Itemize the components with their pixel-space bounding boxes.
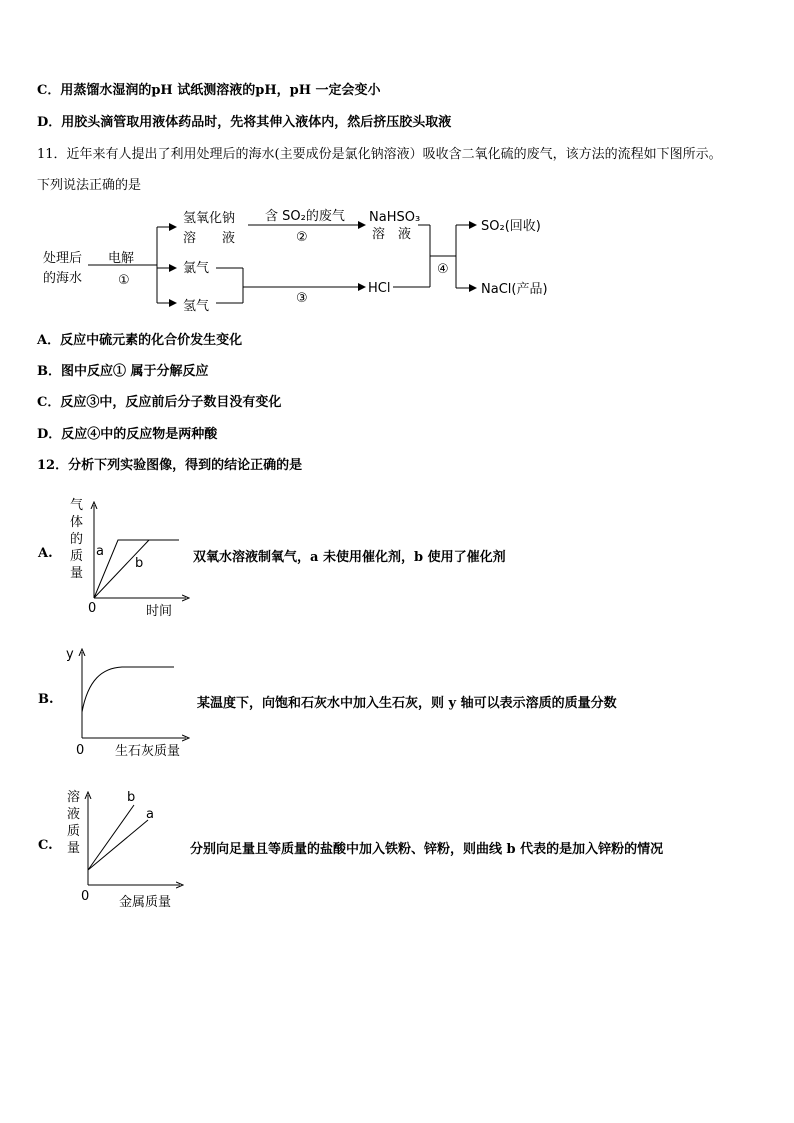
question-11-stem: 11．近年来有人提出了利用处理后的海水(主要成份是氯化钠溶液）吸收含二氧化硫的废气，该方法的流程如下图所示。 — [37, 147, 722, 162]
chlorine-label: 氯气 — [183, 261, 210, 276]
q11-option-c: C．反应③中，反应前后分子数目没有变化 — [37, 395, 282, 410]
q12-option-a-label: A. — [38, 546, 53, 561]
graph-b-ylabel: y — [66, 647, 74, 662]
graph-c — [60, 785, 200, 915]
electrolysis-label: 电解 — [108, 251, 135, 266]
question-12-stem: 12．分析下列实验图像，得到的结论正确的是 — [37, 458, 303, 473]
graph-b — [60, 640, 200, 765]
nahso3-label-1: NaHSO₃ — [369, 210, 421, 225]
option-d-previous: D．用胶头滴管取用液体药品时，先将其伸入液体内，然后挤压胶头取液 — [37, 115, 452, 130]
q12-option-a-text: 双氧水溶液制氧气，a 未使用催化剂，b 使用了催化剂 — [193, 550, 506, 565]
q12-option-b-label: B. — [38, 692, 54, 707]
q11-option-d: D．反应④中的反应物是两种酸 — [37, 427, 218, 442]
so2-recover-label: SO₂(回收) — [481, 219, 541, 234]
step-4-label: ④ — [437, 262, 449, 277]
graph-a-ylabel-5: 量 — [70, 566, 84, 581]
q12-option-b-text: 某温度下，向饱和石灰水中加入生石灰，则 y 轴可以表示溶质的质量分数 — [197, 696, 617, 711]
graph-a — [60, 495, 200, 625]
step-3-label: ③ — [296, 291, 308, 306]
graph-a-ylabel-3: 的 — [70, 532, 84, 547]
step-2-label: ② — [296, 230, 308, 245]
naoh-label-2: 溶 液 — [183, 231, 236, 246]
hydrogen-label: 氢气 — [183, 299, 210, 314]
nahso3-label-2: 溶 液 — [372, 227, 412, 242]
hcl-label: HCl — [368, 281, 391, 296]
q12-option-c-label: C. — [38, 838, 53, 853]
graph-c-xlabel: 金属质量 — [119, 895, 172, 910]
graph-a-ylabel-4: 质 — [70, 549, 84, 564]
option-c-previous: C．用蒸馏水湿润的pH 试纸测溶液的pH，pH 一定会变小 — [37, 83, 381, 98]
seawater-label-2: 的海水 — [43, 271, 83, 286]
graph-c-curve-a-label: a — [146, 807, 154, 822]
q11-option-b: B．图中反应① 属于分解反应 — [37, 364, 209, 379]
graph-a-origin: 0 — [88, 601, 97, 616]
q11-option-a: A．反应中硫元素的化合价发生变化 — [37, 333, 243, 348]
seawater-label-1: 处理后 — [43, 251, 83, 266]
graph-a-xlabel: 时间 — [146, 604, 173, 619]
graph-b-origin: 0 — [76, 743, 85, 758]
step-1-label: ① — [118, 273, 130, 288]
question-11-prompt: 下列说法正确的是 — [37, 178, 142, 193]
graph-c-ylabel-2: 液 — [67, 807, 81, 822]
graph-c-curve-b-label: b — [127, 790, 136, 805]
so2-gas-label: 含 SO₂的废气 — [265, 209, 345, 224]
graph-a-ylabel-1: 气 — [70, 498, 84, 513]
graph-b-curve — [82, 667, 174, 712]
nacl-product-label: NaCl(产品) — [481, 282, 548, 297]
naoh-label-1: 氢氧化钠 — [183, 211, 236, 226]
graph-a-curve-b-label: b — [135, 556, 144, 571]
graph-c-ylabel-1: 溶 — [67, 790, 81, 805]
graph-a-ylabel-2: 体 — [70, 515, 84, 530]
graph-a-curve-a-label: a — [96, 544, 104, 559]
flow-diagram — [0, 0, 794, 330]
graph-c-ylabel-3: 质 — [67, 824, 81, 839]
graph-b-xlabel: 生石灰质量 — [115, 744, 181, 759]
graph-c-origin: 0 — [81, 889, 90, 904]
graph-c-ylabel-4: 量 — [67, 841, 81, 856]
q12-option-c-text: 分别向足量且等质量的盐酸中加入铁粉、锌粉，则曲线 b 代表的是加入锌粉的情况 — [190, 842, 664, 857]
